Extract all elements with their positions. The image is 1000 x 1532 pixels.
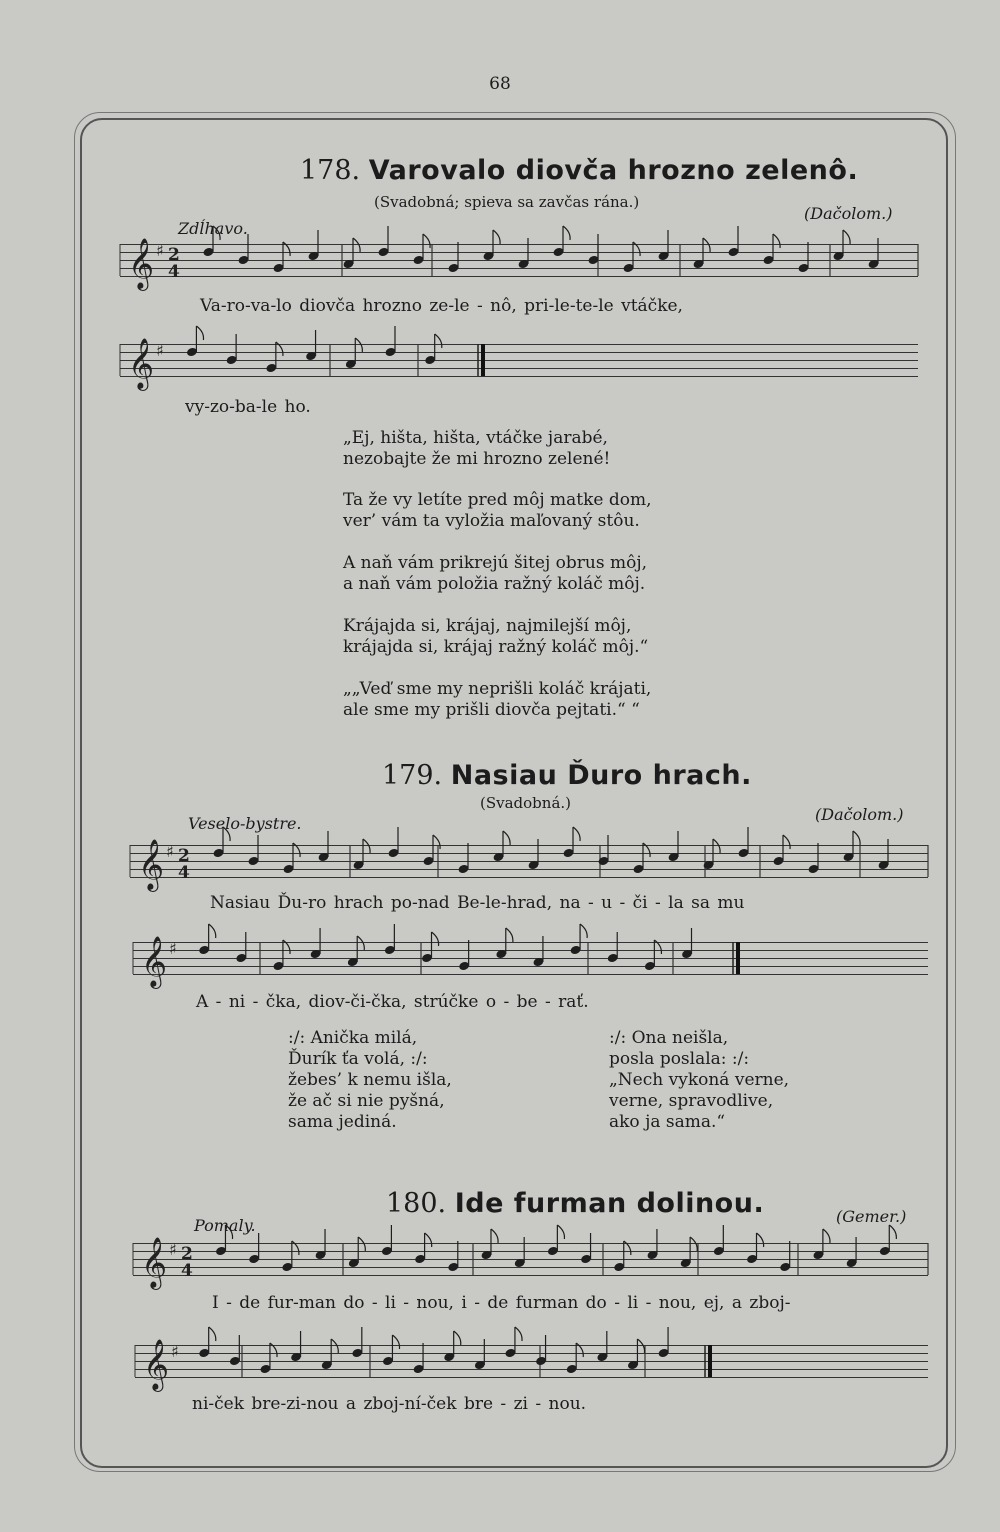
note-flag xyxy=(637,1339,644,1353)
sharp-icon: ♯ xyxy=(156,241,164,260)
sharp-icon: ♯ xyxy=(169,939,177,958)
note-flag xyxy=(283,242,290,256)
note-flag xyxy=(491,1229,498,1243)
note-flag xyxy=(454,1331,461,1345)
verse-line: :/: Anička milá, xyxy=(288,1028,418,1048)
note-flag xyxy=(889,1225,896,1239)
note-flag xyxy=(276,342,283,356)
song-subtitle: (Svadobná.) xyxy=(480,794,572,812)
verse-line: „Nech vykoná verne, xyxy=(609,1070,790,1090)
verse-line: krájajda si, krájaj ražný koláč môj.“ xyxy=(343,637,649,657)
song-name: Nasiau Ďuro hrach. xyxy=(450,760,752,791)
lyrics-line: I - de fur-man do - li - nou, i - de furman do - li - nou, ej, a zboj- xyxy=(212,1293,791,1313)
time-signature-numerator: 2 xyxy=(181,1244,193,1264)
verse-line: ako ja sama.“ xyxy=(609,1112,726,1132)
song-name: Varovalo diovča hrozno zelenô. xyxy=(368,155,859,186)
note-flag xyxy=(358,1237,365,1251)
note-flag xyxy=(557,1225,564,1239)
sharp-icon: ♯ xyxy=(166,842,174,861)
lyrics-line: Va-ro-va-lo diovča hrozno ze-le - nô, pri-le-te-le vtáčke, xyxy=(200,296,683,316)
verse-line: „Ej, hišta, hišta, vtáčke jarabé, xyxy=(343,428,608,448)
note-flag xyxy=(270,1343,277,1357)
treble-clef-icon: 𝄞 xyxy=(143,1339,170,1390)
time-signature-numerator: 2 xyxy=(178,846,190,866)
note-flag xyxy=(283,940,290,954)
region-label: (Gemer.) xyxy=(836,1207,907,1226)
note-flag xyxy=(713,839,720,853)
region-label: (Dačolom.) xyxy=(804,204,893,223)
verse-line: že ač si nie pyšná, xyxy=(288,1091,445,1111)
sharp-icon: ♯ xyxy=(171,1342,179,1361)
note-flag xyxy=(355,338,362,352)
note-flag xyxy=(654,940,661,954)
verse-line: verne, spravodlive, xyxy=(609,1091,774,1111)
note-flag xyxy=(433,835,440,849)
note-flag xyxy=(493,230,500,244)
note-flag xyxy=(293,843,300,857)
song-subtitle: (Svadobná; spieva sa zavčas rána.) xyxy=(374,193,640,211)
page-number: 68 xyxy=(489,74,511,94)
verse-line: sama jediná. xyxy=(288,1112,397,1132)
note-flag xyxy=(292,1241,299,1255)
verse-line: a naň vám položia ražný koláč môj. xyxy=(343,574,646,594)
time-signature-denominator: 4 xyxy=(178,863,190,883)
verse-line: :/: Ona neišla, xyxy=(609,1028,729,1048)
time-signature-denominator: 4 xyxy=(181,1261,193,1281)
note-flag xyxy=(853,831,860,845)
note-flag xyxy=(773,234,780,248)
song-number: 179. xyxy=(382,760,443,791)
verse-line: „„Veď sme my neprišli koláč krájati, xyxy=(343,679,652,699)
note-flag xyxy=(435,334,442,348)
note-flag xyxy=(580,924,587,938)
lyrics-line: A - ni - čka, diov-či-čka, strúčke o - be - rať. xyxy=(196,992,589,1012)
song-number: 178. xyxy=(300,155,361,186)
sharp-icon: ♯ xyxy=(156,341,164,360)
note-flag xyxy=(213,226,220,240)
sharp-icon: ♯ xyxy=(169,1240,177,1259)
note-flag xyxy=(423,234,430,248)
treble-clef-icon: 𝄞 xyxy=(141,1237,168,1288)
note-flag xyxy=(225,1225,232,1239)
verse-line: Krájajda si, krájaj, najmilejší môj, xyxy=(343,616,632,636)
verse-line: nezobajte že mi hrozno zelené! xyxy=(343,449,611,469)
note-flag xyxy=(209,924,216,938)
treble-clef-icon: 𝄞 xyxy=(128,238,155,289)
note-flag xyxy=(353,238,360,252)
tempo-marking: Zdĺhavo. xyxy=(178,219,248,238)
time-signature-numerator: 2 xyxy=(168,245,180,265)
note-flag xyxy=(703,238,710,252)
treble-clef-icon: 𝄞 xyxy=(138,839,165,890)
region-label: (Dačolom.) xyxy=(815,805,904,824)
note-flag xyxy=(392,1335,399,1349)
lyrics-line: ni-ček bre-zi-nou a zboj-ní-ček bre - zi - nou. xyxy=(192,1394,587,1414)
note-flag xyxy=(503,831,510,845)
note-flag xyxy=(823,1229,830,1243)
note-flag xyxy=(209,1327,216,1341)
note-flag xyxy=(432,932,439,946)
note-flag xyxy=(576,1343,583,1357)
note-flag xyxy=(357,936,364,950)
note-flag xyxy=(783,835,790,849)
verse-line: Ta že vy letíte pred môj matke dom, xyxy=(343,490,652,510)
verse-line: posla poslala: :/: xyxy=(609,1049,750,1069)
note-flag xyxy=(506,928,513,942)
treble-clef-icon: 𝄞 xyxy=(128,338,155,389)
note-flag xyxy=(643,843,650,857)
note-flag xyxy=(363,839,370,853)
note-flag xyxy=(515,1327,522,1341)
tempo-marking: Veselo-bystre. xyxy=(188,814,302,833)
note-flag xyxy=(624,1241,631,1255)
lyrics-line: vy-zo-ba-le ho. xyxy=(185,397,311,417)
note-flag xyxy=(757,1233,764,1247)
verse-line: žebes’ k nemu išla, xyxy=(288,1070,452,1090)
song-number: 180. xyxy=(386,1188,447,1219)
song-name: Ide furman dolinou. xyxy=(454,1188,765,1219)
tempo-marking: Pomaly. xyxy=(194,1216,256,1235)
note-flag xyxy=(425,1233,432,1247)
note-flag xyxy=(196,326,203,340)
note-flag xyxy=(223,827,230,841)
lyrics-line: Nasiau Ďu-ro hrach po-nad Be-le-hrad, na - u - či - la sa mu xyxy=(210,893,745,913)
verse-line: Ďurík ťa volá, :/: xyxy=(288,1049,428,1069)
treble-clef-icon: 𝄞 xyxy=(141,936,168,987)
note-flag xyxy=(690,1237,697,1251)
time-signature-denominator: 4 xyxy=(168,262,180,282)
verse-line: ver’ vám ta vyložia maľovaný stôu. xyxy=(343,511,640,531)
verse-line: ale sme my prišli diovča pejtati.“ “ xyxy=(343,700,640,720)
note-flag xyxy=(573,827,580,841)
note-flag xyxy=(331,1339,338,1353)
note-flag xyxy=(633,242,640,256)
note-flag xyxy=(563,226,570,240)
verse-line: A naň vám prikrejú šitej obrus môj, xyxy=(343,553,648,573)
note-flag xyxy=(843,230,850,244)
